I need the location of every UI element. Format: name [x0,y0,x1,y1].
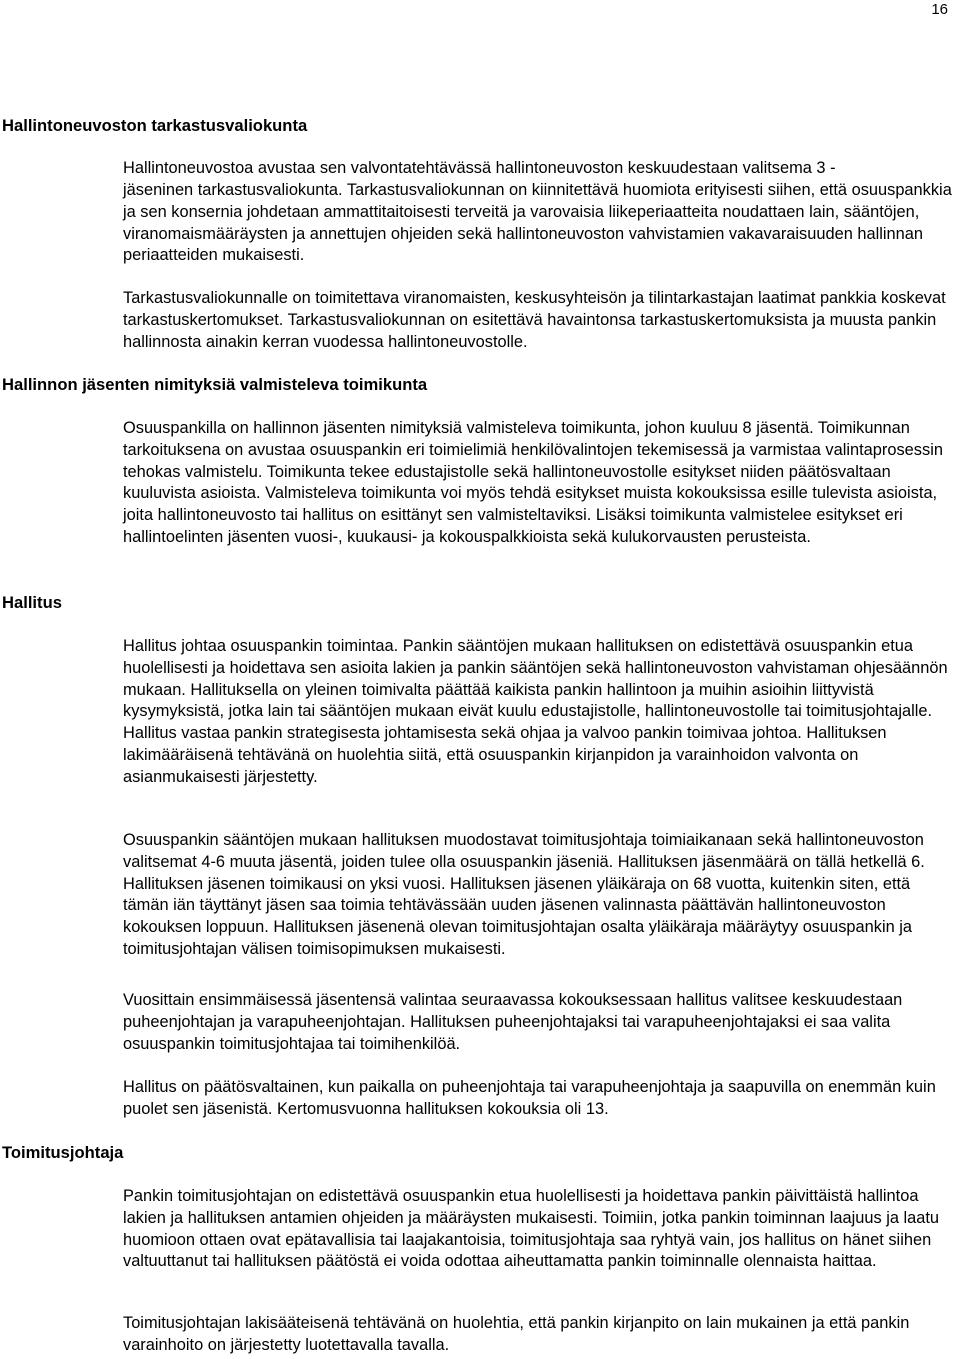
paragraph-hallitus-4: Hallitus on päätösvaltainen, kun paikalla on puheenjohtaja tai varapuheenjohtaja ja saapuvilla on enemmän kuin puolet sen jäsenistä. Kertomusvuonna hallituksen kokouksia oli 13. [123,1078,936,1118]
paragraph-tarkastusvaliokunta-1 [123,158,955,180]
paragraph-tarkastusvaliokunta-2: Tarkastusvaliokunnalle on toimitettava viranomaisten, keskusyhteisön ja tilintarkastajan laatimat pankkia koskevat tarkastuskertomukset. Tarkastusvaliokunnan on esitettävä havaintonsa tarkastuskertomuksista ja muusta pankin hallinnosta ainakin kerran vuodessa hallintoneuvostolle. [123,289,946,351]
heading-tarkastusvaliokunta: Hallintoneuvoston tarkastusvaliokunta [2,116,308,135]
paragraph-hallitus-3: Vuosittain ensimmäisessä jäsentensä valintaa seuraavassa kokouksessaan hallitus valitsee keskuudestaan puheenjohtajan ja varapuheenjohtajan. Hallituksen puheenjohtajaksi tai varapuheenjohtajaksi ei saa valita osuuspankin toimitusjohtajaa tai toimihenkilöä. [123,991,903,1053]
paragraph-toimitusjohtaja-1: Pankin toimitusjohtajan on edistettävä osuuspankin etua huolellisesti ja hoidettava pankin päivittäistä hallintoa lakien ja hallituksen antamien ohjeiden ja määräysten mukaisesti. Toimiin, jotka pankin toiminnan laajuus ja laatu huomioon ottaen ovat epätavallisia tai laajakantoisia, toimitusjohtaja saa ryhtyä vain, jos hallitus on hänet siihen valtuuttanut tai hallituksen päätöstä ei voida odottaa aiheuttamatta pankin toiminnalle olennaista haittaa. [123,1187,940,1271]
paragraph-tarkastusvaliokunta-1-cont: jäseninen tarkastusvaliokunta. Tarkastusvaliokunnan on kiinnitettävä huomiota erityisesti siihen, että osuuspankkia ja sen konsernia johdetaan ammattitaitoisesti terveitä ja varovaisia liikeperiaatteita noudattaen lain, sääntöjen, viranomaismääräysten ja annettujen ohjeiden sekä hallintoneuvoston vahvistamien vakavaraisuuden hallinnan periaatteiden mukaisesti. [123,181,952,265]
paragraph-hallitus-2: Osuuspankin sääntöjen mukaan hallituksen muodostavat toimitusjohtaja toimiaikanaan sekä hallintoneuvoston valitsemat 4-6 muuta jäsentä, joiden tulee olla osuuspankin jäseniä. Hallituksen jäsenmäärä on tällä hetkellä 6. Hallituksen jäsenen toimikausi on yksi vuosi. Hallituksen jäsenen yläikäraja on 68 vuotta, kuitenkin siten, että tämän iän täyttänyt jäsen saa toimia tehtävässään uuden jäsenen valinnasta päättävän hallintoneuvoston kokouksen loppuun. Hallituksen jäsenenä olevan toimitusjohtajan osalta yläikäraja määräytyy osuuspankin ja toimitusjohtajan välisen toimisopimuksen mukaisesti. [123,831,925,958]
heading-nimitystoimikunta: Hallinnon jäsenten nimityksiä valmisteleva toimikunta [2,375,428,394]
heading-toimitusjohtaja: Toimitusjohtaja [2,1143,124,1162]
paragraph-nimitystoimikunta-1: Osuuspankilla on hallinnon jäsenten nimityksiä valmisteleva toimikunta, johon kuuluu 8 jäsentä. Toimikunnan tarkoituksena on avustaa osuuspankin eri toimielimiä henkilövalintojen tekemisessä ja varmistaa valintaprosessin tehokas valmistelu. Toimikunta tekee edustajistolle sekä hallintoneuvostolle esitykset niiden päätösvaltaan kuuluvista asioista. Valmisteleva toimikunta voi myös tehdä esitykset muista kokouksissa esille tulevista asioista, joita hallintoneuvosto tai hallitus on esittänyt sen valmisteltaviksi. Lisäksi toimikunta valmistelee esitykset eri hallintoelinten jäsenten vuosi-, kuukausi- ja kokouspalkkioista sekä kulukorvausten perusteista. [123,419,943,546]
paragraph-toimitusjohtaja-2: Toimitusjohtajan lakisääteisenä tehtävänä on huolehtia, että pankin kirjanpito on lain mukainen ja että pankin varainhoito on järjestetty luotettavalla tavalla. [123,1314,910,1354]
heading-hallitus: Hallitus [2,593,62,612]
page-number: 16 [931,1,948,18]
paragraph-line: Hallintoneuvostoa avustaa sen valvontatehtävässä hallintoneuvoston keskuudestaan valitsema 3 - [123,159,836,177]
paragraph-hallitus-1: Hallitus johtaa osuuspankin toimintaa. Pankin sääntöjen mukaan hallituksen on edistettävä osuuspankin etua huolellisesti ja hoidettava sen asioita lakien ja pankin sääntöjen sekä hallintoneuvoston vahvistaman ohjesäännön mukaan. Hallituksella on yleinen toimivalta päättää kaikista pankin hallintoon ja muihin asioihin liittyvistä kysymyksistä, jotka lain tai sääntöjen mukaan eivät kuulu edustajistolle, hallintoneuvostolle tai toimitusjohtajalle. Hallitus vastaa pankin strategisesta johtamisesta sekä ohjaa ja valvoo pankin toimivaa johtoa. Hallituksen lakimääräisenä tehtävänä on huolehtia siitä, että osuuspankin kirjanpidon ja varainhoidon valvonta on asianmukaisesti järjestetty. [123,637,948,786]
